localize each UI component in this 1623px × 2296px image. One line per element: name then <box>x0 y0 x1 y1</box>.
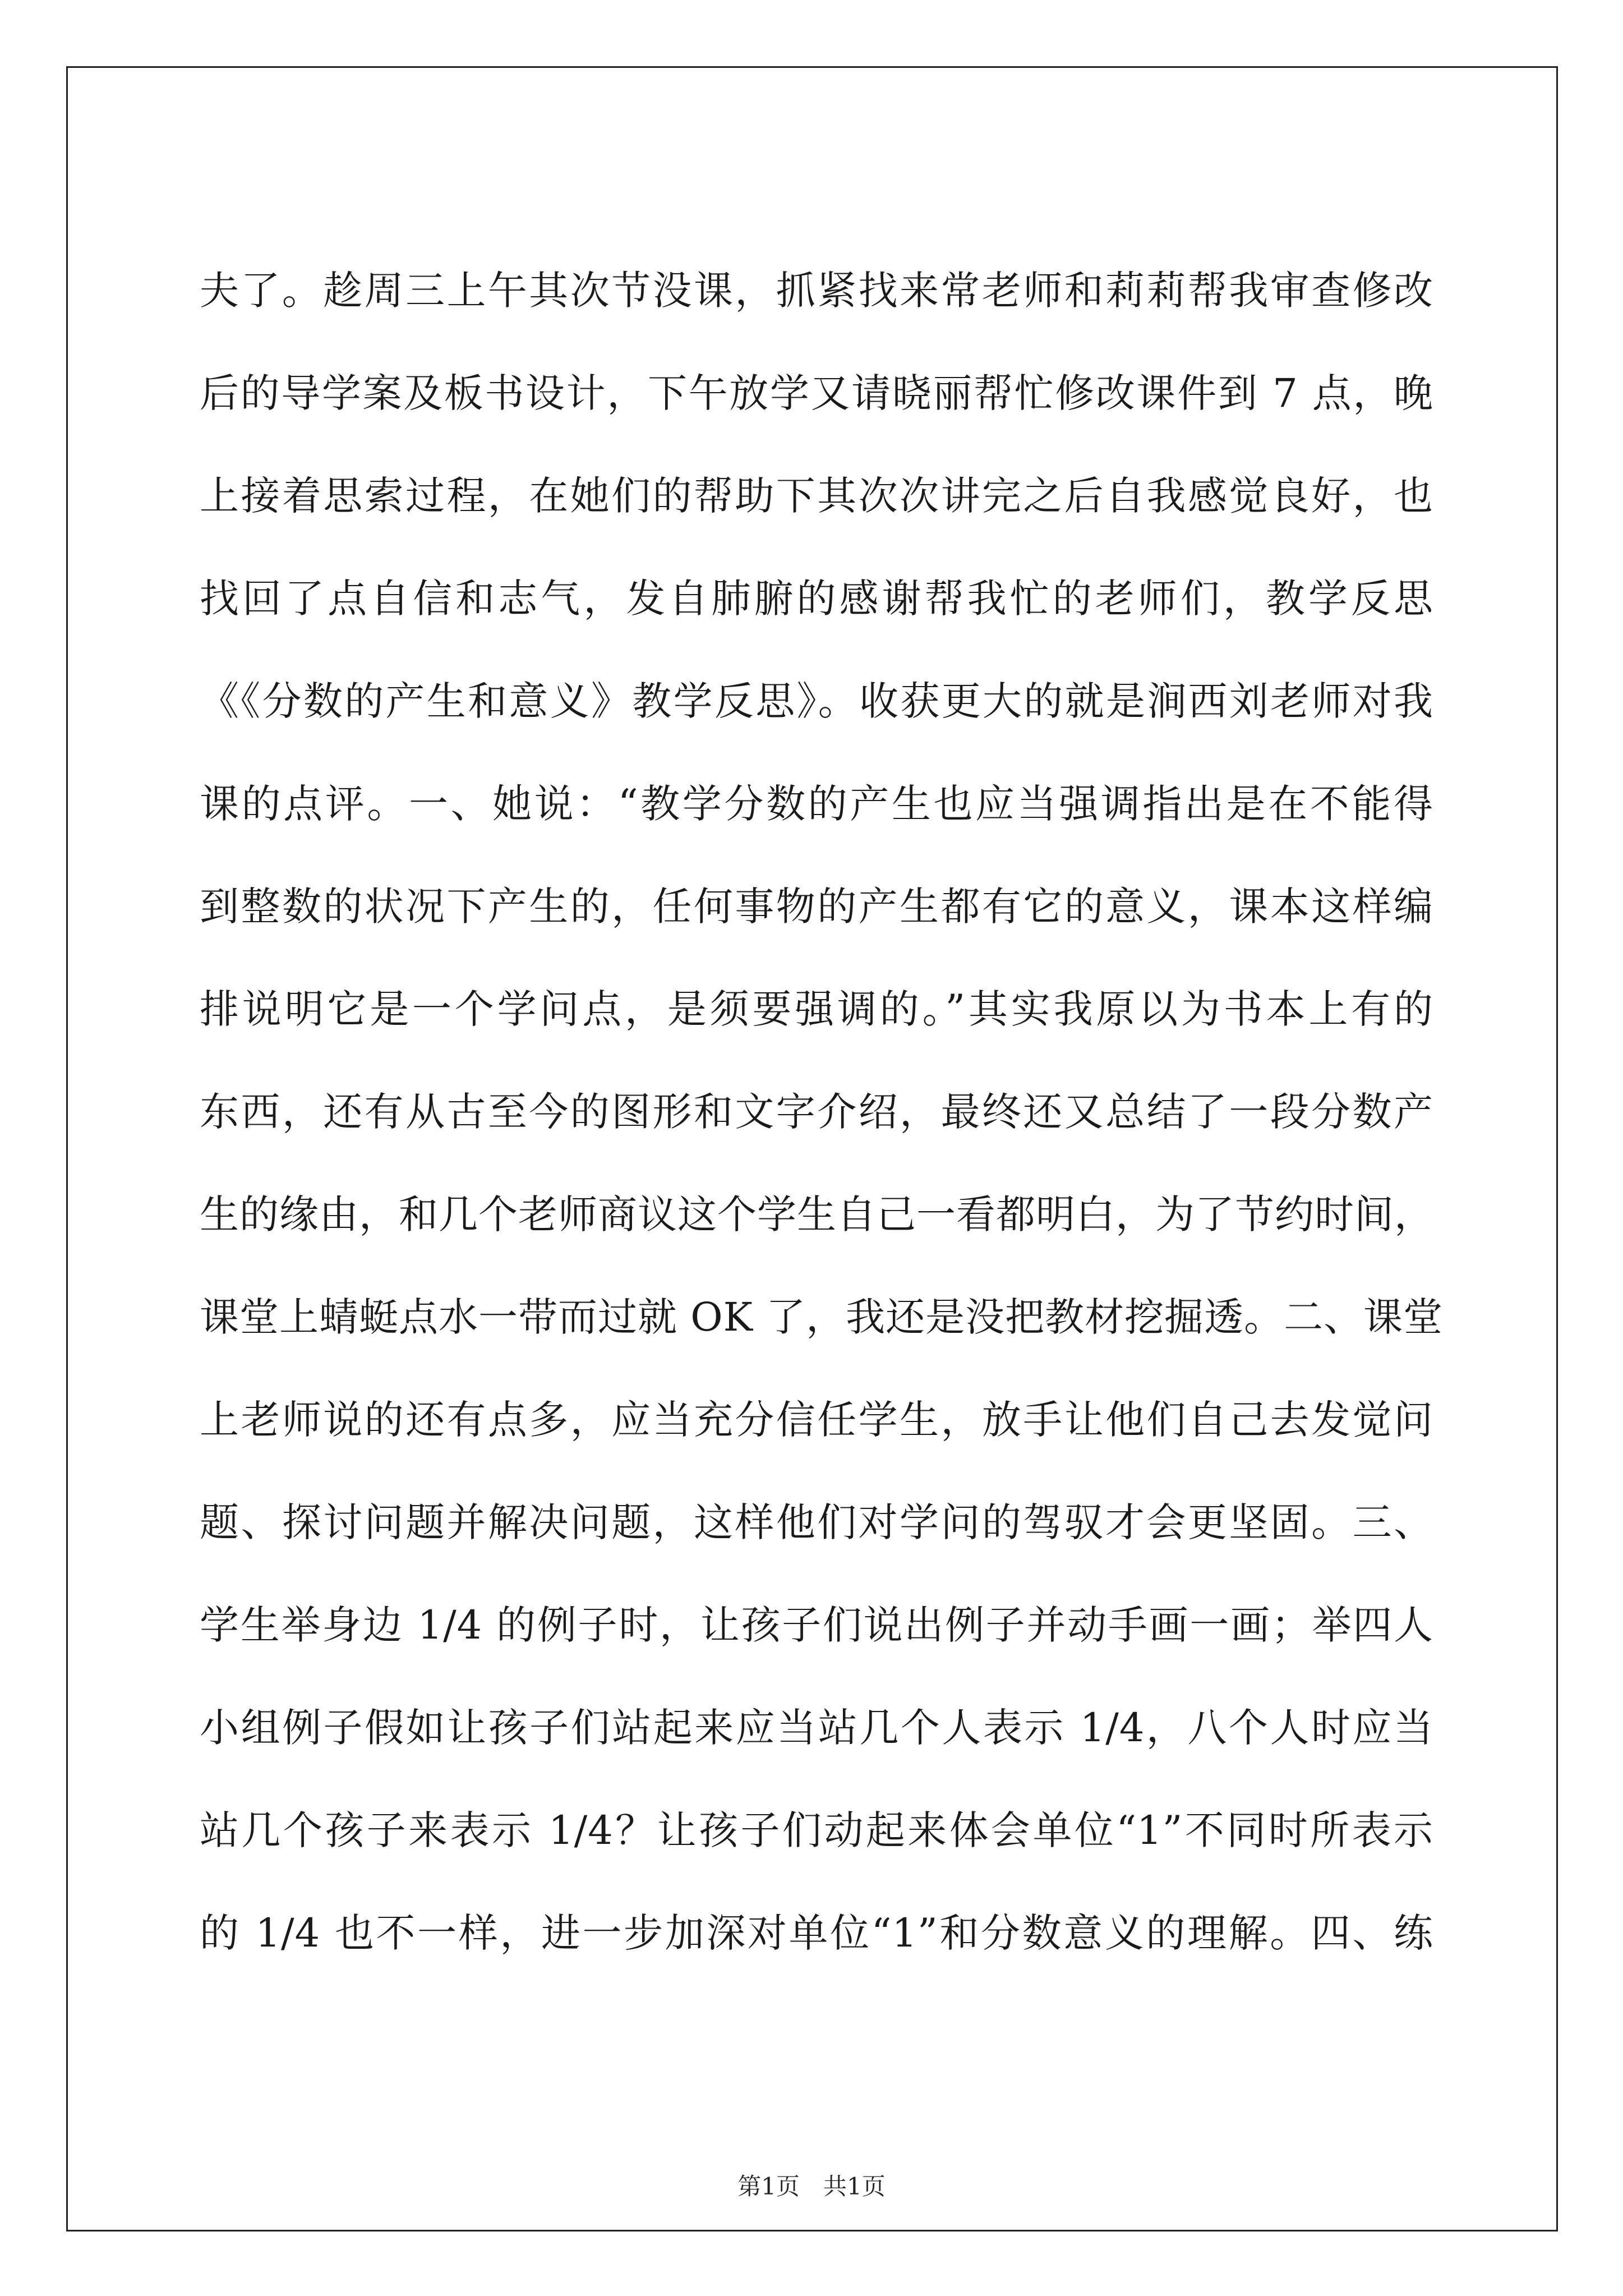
text-line: 上老师说的还有点多，应当充分信任学生，放手让他们自己去发觉问 <box>200 1397 1433 1443</box>
text-line: 学生举身边 1/4 的例子时，让孩子们说出例子并动手画一画；举四人 <box>200 1602 1433 1648</box>
text-line: 的 1/4 也不一样，进一步加深对单位“1”和分数意义的理解。四、练 <box>200 1910 1433 1956</box>
text-line: 课堂上蜻蜓点水一带而过就 OK 了，我还是没把教材挖掘透。二、课堂 <box>200 1294 1444 1340</box>
text-line: 后的导学案及板书设计，下午放学又请晓丽帮忙修改课件到 7 点，晚 <box>200 370 1433 416</box>
text-line: 排说明它是一个学问点，是须要强调的。”其实我原以为书本上有的 <box>200 986 1433 1032</box>
text-line: 夫了。趁周三上午其次节没课，抓紧找来常老师和莉莉帮我审查修改 <box>200 268 1433 314</box>
text-line: 题、探讨问题并解决问题，这样他们对学问的驾驭才会更坚固。三、 <box>200 1499 1433 1545</box>
text-line: 站几个孩子来表示 1/4？让孩子们动起来体会单位“1”不同时所表示 <box>200 1807 1433 1853</box>
text-line: 找回了点自信和志气，发自肺腑的感谢帮我忙的老师们，教学反思 <box>200 576 1433 622</box>
text-line: 东西，还有从古至今的图形和文字介绍，最终还又总结了一段分数产 <box>200 1089 1433 1135</box>
text-line: 课的点评。一、她说：“教学分数的产生也应当强调指出是在不能得 <box>200 781 1433 827</box>
text-line: 到整数的状况下产生的，任何事物的产生都有它的意义，课本这样编 <box>200 884 1433 930</box>
text-line: 《《分数的产生和意义》教学反思》。收获更大的就是涧西刘老师对我 <box>200 678 1433 724</box>
text-line: 小组例子假如让孩子们站起来应当站几个人表示 1/4，八个人时应当 <box>200 1705 1433 1751</box>
page-number-footer: 第1页 共1页 <box>737 2173 886 2200</box>
text-line: 生的缘由，和几个老师商议这个学生自己一看都明白，为了节约时间， <box>200 1191 1434 1237</box>
text-line: 上接着思索过程，在她们的帮助下其次次讲完之后自我感觉良好，也 <box>200 473 1433 519</box>
